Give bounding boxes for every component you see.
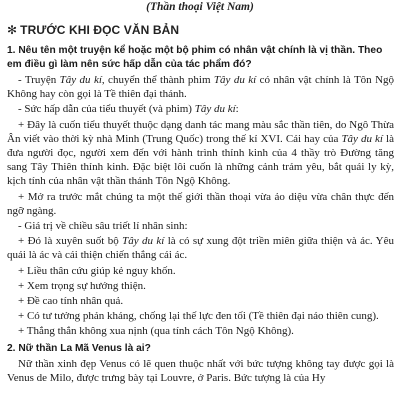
asterisk-icon: ✻ [7,23,18,37]
italic-title: Tây du kí [59,74,102,86]
text-span: là có sự xung đột triền miên giữa thiện và ác. Yêu quái là ác và cái thiện chiến thắng cái ác. [7,235,394,262]
section-heading [7,23,179,37]
text-span: có nhân vật chính là Tôn Ngộ Không hay còn gọi là Tề thiên đại thánh. [7,74,395,101]
list-item: + Thắng thắn không xua nịnh (qua tính cách Tôn Ngộ Không). [18,325,294,338]
italic-title: Tây du kí [341,132,383,145]
paragraph: - Giá trị về chiều sâu triết lí nhân sinh: [18,220,188,233]
list-item: + Xem trọng sự hướng thiện. [18,279,146,292]
paragraph [7,73,394,101]
document-subtitle: (Thần thoại Việt Nam) [146,1,254,13]
italic-title: Tây du kí [122,235,165,248]
question-1: 1. Nêu tên một truyện kể hoặc một bộ phim có nhân vật chính là vị thần. Theo em điều gì làm nên sức hấp dẫn của tác phẩm đó? [7,45,383,70]
question-2: 2. Nữ thần La Mã Venus là ai? [7,342,151,354]
list-item: + Có tư tưởng phản kháng, chống lại thế lực đen tối (Tề thiên đại náo thiên cung). [18,310,379,323]
text-span: - Truyện [18,74,60,86]
paragraph: Nữ thần xinh đẹp Venus có lẽ quen thuộc nhất với bức tượng không tay được gọi là Venus de Milo, được trưng bày tại Louvre, ở Paris. Bức tượng là của Hy [7,357,394,384]
paragraph [7,102,394,116]
text-span: , chuyển thể thành phim [101,74,214,86]
italic-title: Tây du kí [194,103,236,116]
paragraph [7,118,394,189]
italic-title: Tây du kí [213,74,257,86]
section-heading-text: TRƯỚC KHI ĐỌC VĂN BẢN [20,23,180,37]
text-span: - Sức hấp dẫn của tiểu thuyết (và phim) [18,103,195,116]
text-span: : [235,103,239,116]
document-body [7,44,394,386]
paragraph: + Mở ra trước mắt chúng ta một thế giới thần thoại vừa ảo diệu vừa chân thực đến ngỡ ngàng. [7,190,394,217]
text-span: + Đây là cuốn tiểu thuyết thuộc dạng danh tác mang màu sắc thần tiên, do Ngô Thừa Ân viết vào thời kỳ nhà Minh (Trung Quốc) trong thế kỉ XVI. Cái hay của [7,118,394,145]
list-item: + Liều thân cứu giúp kẻ nguy khốn. [18,264,176,277]
text-span: + Đó là xuyên suốt bộ [18,235,123,248]
list-item: + Đề cao tính nhân quả. [18,295,124,308]
paragraph [7,234,394,262]
text-span: là đưa người đọc, người xem đến với hành trình thỉnh kinh của 4 thầy trò Đường tăng sang Tây Thiên thỉnh kinh. Đặc biệt lôi cuốn là những cảnh trảm yêu, bắt quái ly kỳ, kịch tính của nhân vật thần thánh Tôn Ngộ Không. [7,132,394,188]
